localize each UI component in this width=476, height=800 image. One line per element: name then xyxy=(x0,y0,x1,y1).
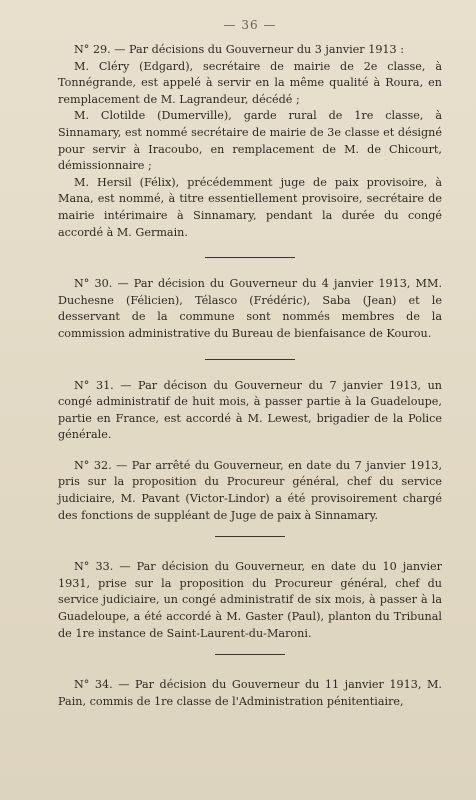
section-divider xyxy=(205,359,295,360)
decision-31 xyxy=(58,378,442,444)
page-number: — 36 — xyxy=(223,18,277,32)
decision-34 xyxy=(58,677,442,710)
section-divider xyxy=(215,654,285,655)
decision-32 xyxy=(58,458,442,524)
decision-29 xyxy=(58,42,442,241)
paragraph: N° 32. — Par arrêté du Gouverneur, en date du 7 janvier 1913, pris sur la proposition du Procureur général, chef du service judiciaire, M. Pavant (Victor-Lindor) a été provisoirement chargé des fonctions de suppléant de Juge de paix à Sinnamary. xyxy=(58,458,442,522)
paragraph: N° 30. — Par décision du Gouverneur du 4 janvier 1913, MM. Duchesne (Félicien), Télasco (Frédéric), Saba (Jean) et le desservant de la commune sont nommés membres de la commission administrative du Bureau de bienfaisance de Kourou. xyxy=(58,277,442,340)
paragraph: M. Hersil (Félix), précédemment juge de paix provisoire, à Mana, est nommé, à titre essentiellement provisoire, secrétaire de mairie intérimaire à Sinnamary, pendant la durée du congé accordé à M. Germain. xyxy=(58,175,442,239)
paragraph: N° 34. — Par décision du Gouverneur du 11 janvier 1913, M. Pain, commis de 1re classe de l'Administration pénitentiaire, xyxy=(58,678,442,708)
paragraph: N° 33. — Par décision du Gouverneur, en date du 10 janvier 1931, prise sur la proposition du Procureur général, chef du service judiciaire, un congé administratif de six mois, à passer à la Guadeloupe, a été accordé à M. Gaster (Paul), planton du Tribunal de 1re instance de Saint-Laurent-du-Maroni. xyxy=(58,560,442,640)
section-divider xyxy=(205,257,295,258)
paragraph: N° 29. — Par décisions du Gouverneur du 3 janvier 1913 : xyxy=(74,43,404,56)
spacer xyxy=(58,444,442,458)
paragraph: N° 31. — Par décison du Gouverneur du 7 janvier 1913, un congé administratif de huit mois, à passer partie à la Guadeloupe, partie en France, est accordé à M. Lewest, brigadier de la Police générale. xyxy=(58,378,442,442)
decision-33 xyxy=(58,559,442,642)
section-divider xyxy=(215,536,285,537)
decision-30 xyxy=(58,276,442,342)
paragraph: M. Cléry (Edgard), secrétaire de mairie de 2e classe, à Tonnégrande, est appelé à servir en la même qualité à Roura, en remplacement de M. Lagrandeur, décédé ; xyxy=(58,59,442,106)
paragraph: M. Clotilde (Dumerville), garde rural de 1re classe, à Sinnamary, est nommé secrétaire de mairie de 3e classe et désigné pour servir à Iracoubo, en remplacement de M. de Chicourt, démissionnaire ; xyxy=(58,109,442,173)
